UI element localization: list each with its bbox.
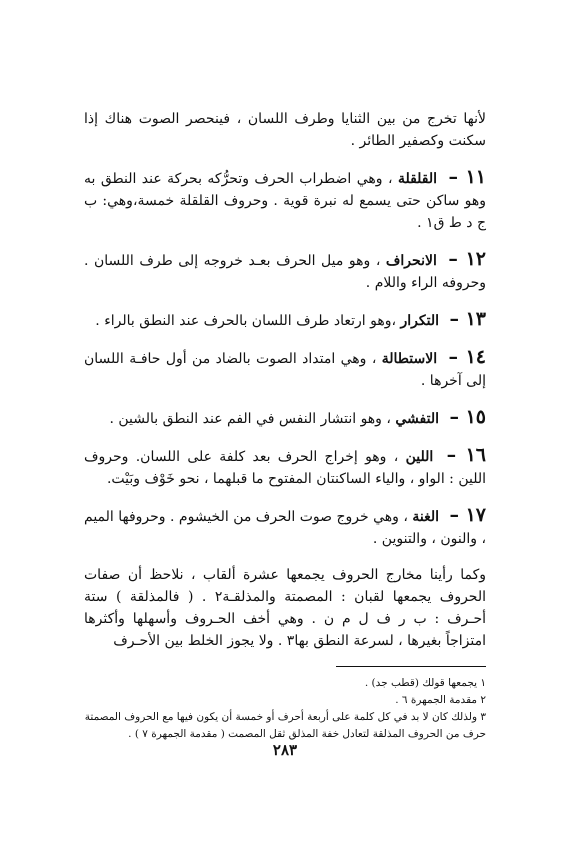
paragraph-text: ، وهو ميل الحرف بعـد خروجه إلى طرف اللسان . وحروفه الراء واللام . — [84, 253, 486, 291]
item-number: ١٥ – — [449, 406, 486, 428]
body-text — [84, 108, 486, 652]
paragraph-text: ، وهي اضطراب الحرف وتحرُّكه بحركة عند النطق به وهو ساكن حتى يسمع له نبرة قوية . وحروف القلقلة خمسة،وهي: ب ج د ط ق١ . — [84, 171, 486, 231]
footnote: ٢ مقدمة الجمهرة ٦ . — [395, 694, 486, 706]
item-number: ١١ – — [448, 166, 487, 188]
paragraph-ghunna — [84, 504, 486, 550]
paragraph-summary — [84, 564, 486, 652]
paragraph-takrar — [84, 308, 486, 332]
paragraph-inhiraf — [84, 248, 486, 294]
item-term: الغنة — [412, 509, 439, 525]
item-number: ١٢ – — [448, 248, 487, 270]
item-term: التفشي — [395, 411, 439, 427]
item-term: اللين — [405, 449, 434, 465]
page-number: ٢٨٣ — [272, 741, 298, 759]
paragraph-text: ، وهي امتداد الصوت بالضاد من أول حافـة اللسان إلى آخرها . — [84, 351, 486, 389]
item-term: الاستطالة — [381, 351, 438, 367]
paragraph-lin — [84, 444, 486, 490]
item-term: التكرار — [400, 313, 439, 329]
paragraph-continuation — [84, 108, 486, 152]
item-number: ١٦ – — [446, 444, 487, 466]
item-term: القلقلة — [397, 171, 438, 187]
item-term: الانحراف — [385, 253, 437, 269]
paragraph-tafashshi — [84, 406, 486, 430]
paragraph-qalqala — [84, 166, 486, 234]
footnotes — [84, 675, 486, 743]
item-number: ١٤ – — [448, 346, 487, 368]
item-number: ١٣ – — [449, 308, 486, 330]
paragraph-text: ، وهي خروج صوت الحرف من الخيشوم . وحروفها الميم ، والنون ، والتنوين . — [84, 509, 486, 547]
footnote-divider — [336, 666, 486, 675]
paragraph-istitala — [84, 346, 486, 392]
footnote: ١ يجمعها قولك (قطب جد) . — [364, 677, 486, 689]
paragraph-text: ،وهو ارتعاد طرف اللسان بالحرف عند النطق بالراء . — [95, 313, 397, 329]
footnote: ٣ ولذلك كان لا بد في كل كلمة على أربعة أحرف أو خمسة أن يكون فيها مع الحروف المصمتة حرف من الحروف المذلقة لتعادل خفة المذلق ثقل المصمت ( مقدمة الجمهرة ٧ ) . — [84, 711, 486, 740]
paragraph-text: ، وهو انتشار النفس في الفم عند النطق بالشين . — [109, 411, 391, 427]
paragraph-text: ، وهو إخراج الحرف بعد كلفة على اللسان. وحروف اللين : الواو ، والياء الساكنتان المفتوح ما قبلهما ، نحو خَوْف وبَيْت. — [84, 449, 486, 487]
item-number: ١٧ – — [449, 504, 486, 526]
paragraph-text: لأنها تخرج من بين الثنايا وطرف اللسان ، فينحصر الصوت هناك إذا سكنت وكصفير الطائر . — [84, 111, 486, 149]
paragraph-text: وكما رأينا مخارج الحروف يجمعها عشرة ألقاب ، نلاحظ أن صفات الحروف يجمعها لقبان : المصمتة والمذلقـة٢ . ( فالمذلقة ) ستة أحـرف : ب ر ف ل م ن . وهي أخف الحـروف وأسهلها وأكثرها امتزاجاً بغيرها ، لسرعة النطق بها٣ . ولا يجوز الخلط بين الأحـرف — [84, 567, 486, 649]
